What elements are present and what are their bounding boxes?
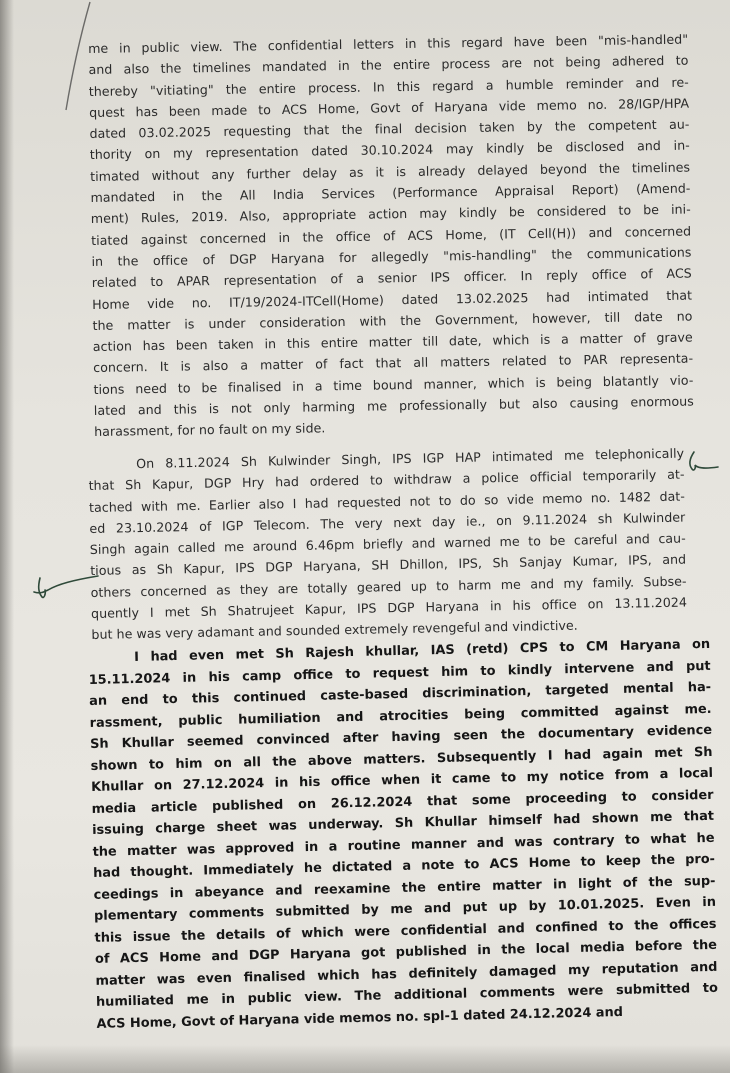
page-bottom-shadow [0, 1045, 730, 1073]
text-line: ment) Rules, 2019. Also, appropriate action may kindly be considered to be ini- [90, 201, 691, 227]
page-edge-shadow [0, 0, 14, 1073]
paragraph-2 [88, 443, 688, 646]
text-line: ACS Home, Govt of Haryana vide memos no. spl-1 dated 24.12.2024 and [96, 1004, 624, 1032]
text-line: and also the timelines mandated in the entire process are not being adhered to [88, 52, 689, 78]
text-line: the matter is under consideration with the Government, however, till date no [92, 308, 693, 333]
text-line: others concerned as they are totally geared up to harm me and my family. Subse- [90, 573, 687, 600]
text-line: timated without any further delay as it is already delayed beyond the timelines [90, 159, 691, 184]
text-line: related to APAR representation of a senior IPS officer. In reply office of ACS [91, 265, 692, 291]
text-line: lated and this is not only harming me professionally but also causing enormous [93, 393, 694, 418]
text-line: On 8.11.2024 Sh Kulwinder Singh, IPS IGP HAP intimated me telephonically [136, 445, 685, 472]
text-line: dated 03.02.2025 requesting that the final decision taken by the competent au- [89, 116, 690, 142]
text-line: concern. It is also a matter of fact that all matters related to PAR representa- [93, 350, 694, 376]
text-line: tions need to be finalised in a time bound manner, which is being blatantly vio- [93, 372, 694, 397]
text-line: the matter was approved in a routine manner and was contrary to what he [92, 830, 715, 860]
checkmark-left-icon [30, 570, 102, 604]
text-line: that Sh Kapur, DGP Hry had ordered to withdraw a police official temporarily at- [88, 466, 685, 494]
text-line: quently I met Sh Shatrujeet Kapur, IPS DGP Haryana in his office on 13.11.2024 [90, 594, 688, 622]
text-line: mandated in the All India Services (Performance Appraisal Report) (Amend- [90, 180, 691, 206]
text-line: shown to him on all the above matters. Subsequently I had again met Sh [90, 744, 713, 774]
text-line: in the office of DGP Haryana for allegedly "mis-handling" the communications [91, 244, 692, 269]
text-line: matter was even finalised which has definitely damaged my reputation and [95, 959, 718, 989]
paragraph-1 [88, 29, 694, 443]
text-line: Home vide no. IT/19/2024-ITCell(Home) dated 13.02.2025 had intimated that [92, 287, 693, 312]
text-line: plementary comments submitted by me and put up by 10.01.2025. Even in [93, 894, 717, 924]
text-line: ceedings in abeyance and reexamine the entire matter in light of the sup- [93, 873, 716, 903]
text-line: tious as Sh Kapur, IPS DGP Haryana, SH Dhillon, IPS, Sh Sanjay Kumar, IPS, and [90, 552, 687, 579]
text-line: tached with me. Earlier also I had requested not to do so vide memo no. 1482 dat- [88, 488, 686, 515]
text-line: Sh Khullar seemed convinced after having seen the documentary evidence [90, 722, 713, 752]
text-line: tiated against concerned in the office of ACS Home, (IT Cell(H)) and concerned [91, 223, 692, 248]
checkmark-right-icon [684, 448, 728, 478]
text-line: but he was very adamant and sounded extremely revengeful and vindictive. [91, 618, 578, 643]
text-line: ed 23.10.2024 of IGP Telecom. The very next day ie., on 9.11.2024 sh Kulwinder [89, 509, 686, 536]
paragraph-3 [88, 634, 719, 1035]
text-line: quest has been made to ACS Home, Govt of Haryana vide memo no. 28/IGP/HPA [89, 95, 690, 120]
text-line: action has been taken in this entire matter till date, which is a matter of grave [92, 329, 693, 355]
text-line: Singh again called me around 6.46pm briefly and warned me to be careful and cau- [89, 530, 686, 558]
text-line: media article published on 26.12.2024 that some proceeding to consider [91, 787, 714, 817]
text-line: harassment, for no fault on my side. [94, 420, 326, 440]
text-line: an end to this continued caste-based discrimination, targeted mental ha- [89, 679, 712, 709]
text-line: Khullar on 27.12.2024 in his office when it came to my notice from a local [90, 765, 714, 795]
text-line: me in public view. The confidential letters in this regard have been "mis-handled" [88, 31, 689, 56]
text-line: this issue the details of which were confidential and confined to the offices [94, 916, 717, 946]
text-line: humiliated me in public view. The additional comments were submitted to [95, 980, 719, 1010]
text-line: I had even met Sh Rajesh khullar, IAS (retd) CPS to CM Haryana on [134, 636, 711, 665]
text-line: had thought. Immediately he dictated a note to ACS Home to keep the pro- [92, 851, 716, 881]
text-line: issuing charge sheet was underway. Sh Khullar himself had shown me that [91, 808, 715, 838]
text-line: rassment, public humiliation and atrocities being committed against me. [89, 701, 712, 731]
text-line: thereby "vitiating" the entire process. In this regard a humble reminder and re- [88, 74, 689, 99]
text-line: thority on my representation dated 30.10.2024 may kindly be disclosed and in- [89, 138, 690, 163]
text-line: of ACS Home and DGP Haryana got published in the local media before the [94, 937, 718, 967]
text-line: 15.11.2024 in his camp office to request him to kindly intervene and put [88, 658, 711, 688]
